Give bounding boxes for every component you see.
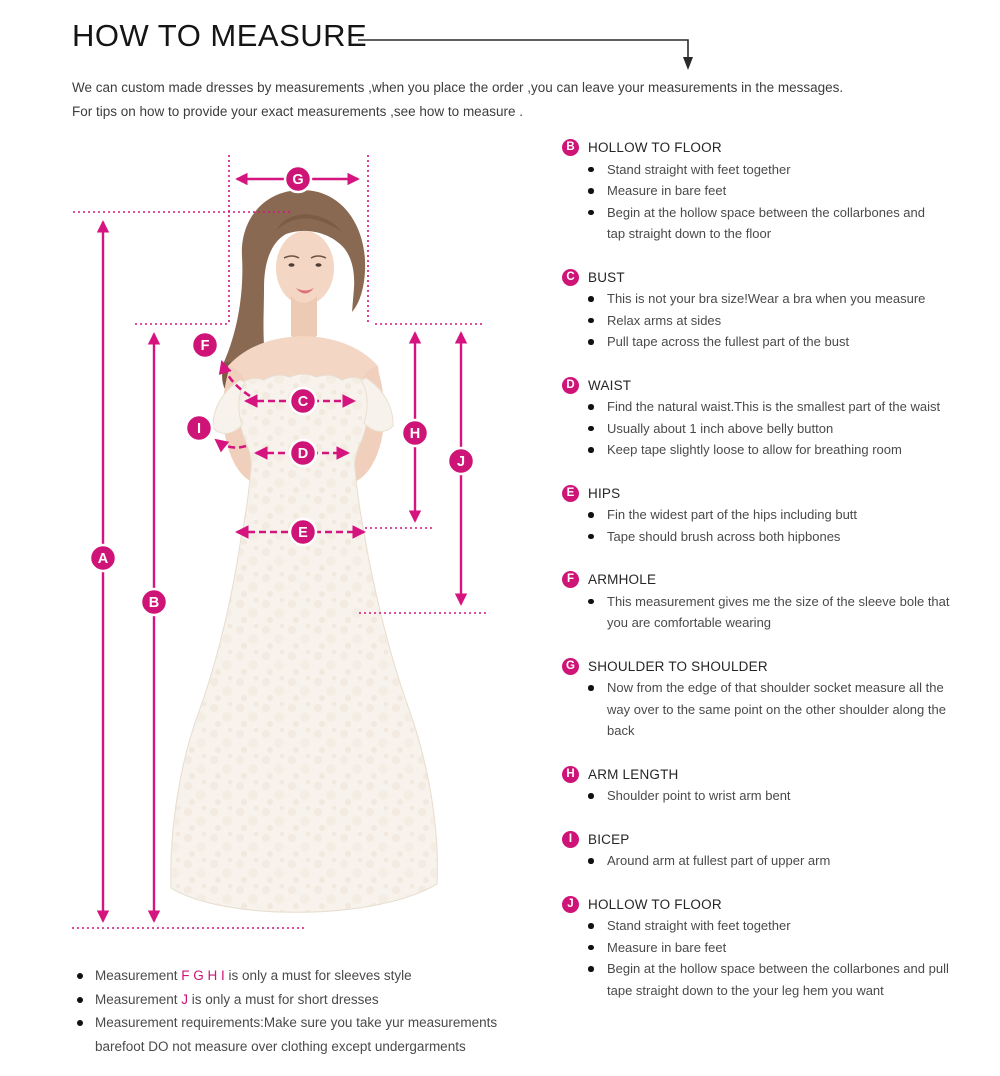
measurement-section xyxy=(562,656,998,742)
bullet-text: Find the natural waist.This is the smallest part of the waist xyxy=(607,399,941,414)
bullet-text: back xyxy=(607,723,635,738)
bullet-text: tap straight down to the floor xyxy=(607,226,772,241)
bullet-dot xyxy=(585,504,607,526)
section-title: ARMHOLE xyxy=(588,572,657,588)
svg-text:F: F xyxy=(200,338,210,354)
section-letter-badge: I xyxy=(562,831,579,848)
note-bullet-dot xyxy=(74,988,95,1012)
section-header xyxy=(562,764,998,786)
section-letter-badge: E xyxy=(562,485,579,502)
svg-text:G: G xyxy=(292,172,304,188)
section-bullets xyxy=(585,915,998,1001)
bullet-dot xyxy=(585,591,607,613)
bullet-dot xyxy=(585,439,607,461)
section-letter-badge: H xyxy=(562,766,579,783)
model-figure xyxy=(171,190,438,912)
bullet-dot xyxy=(585,418,607,440)
label-circle-A xyxy=(90,545,116,571)
section-bullets xyxy=(585,396,998,461)
svg-text:J: J xyxy=(456,454,466,470)
measurement-section xyxy=(562,569,998,634)
bullet-dot xyxy=(585,958,607,980)
section-header xyxy=(562,375,998,397)
section-title: BICEP xyxy=(588,831,630,847)
label-circle-H xyxy=(402,420,428,446)
bullet-dot xyxy=(585,699,607,721)
note-text xyxy=(95,964,412,988)
note-accent-letters: J xyxy=(181,991,189,1007)
bullet-item xyxy=(585,504,998,526)
label-circle-C xyxy=(290,388,316,414)
bullet-item xyxy=(585,159,998,181)
svg-text:H: H xyxy=(409,426,421,442)
bullet-item xyxy=(585,720,998,742)
bullet-dot xyxy=(585,677,607,699)
bullet-item xyxy=(585,677,998,699)
bullet-dot xyxy=(585,310,607,332)
bullet-text: Fin the widest part of the hips including butt xyxy=(607,507,858,522)
note-text xyxy=(95,1035,466,1059)
section-bullets xyxy=(585,288,998,353)
label-circle-F xyxy=(192,332,218,358)
measurement-section xyxy=(562,375,998,461)
section-title: ARM LENGTH xyxy=(588,766,679,782)
intro-text xyxy=(72,76,843,124)
bullet-dot xyxy=(585,288,607,310)
bullet-text: Measure in bare feet xyxy=(607,183,727,198)
measurement-section xyxy=(562,829,998,872)
bullet-item xyxy=(585,850,998,872)
instructions-column xyxy=(562,131,998,1023)
bullet-text: tape straight down to the your leg hem you want xyxy=(607,982,884,998)
bullet-dot xyxy=(585,526,607,548)
note-item xyxy=(74,964,497,988)
bullet-text: This is not your bra size!Wear a bra when you measure xyxy=(607,291,926,306)
note-accent-letters: F G H I xyxy=(181,968,225,983)
svg-text:I: I xyxy=(196,421,202,437)
section-letter-badge: B xyxy=(562,139,579,156)
label-circle-I xyxy=(186,415,212,441)
bullet-item xyxy=(585,980,998,1002)
bullet-dot xyxy=(585,331,607,353)
section-header xyxy=(562,267,998,289)
bullet-item xyxy=(585,331,998,353)
bullet-dot xyxy=(585,180,607,202)
section-header xyxy=(562,829,998,851)
section-bullets xyxy=(585,159,998,245)
section-header xyxy=(562,656,998,678)
note-text-part: Measurement xyxy=(95,968,182,983)
section-title: SHOULDER TO SHOULDER xyxy=(588,658,768,674)
bullet-text: Pull tape across the fullest part of the bust xyxy=(607,334,850,349)
model-face xyxy=(276,231,334,305)
bullet-text: This measurement gives me the size of the sleeve bole that xyxy=(607,593,950,609)
bullet-dot xyxy=(585,223,607,245)
note-bullet-dot xyxy=(74,1035,95,1059)
bullet-text: Usually about 1 inch above belly button xyxy=(607,420,834,436)
bullet-dot xyxy=(585,202,607,224)
section-bullets xyxy=(585,504,998,547)
section-bullets xyxy=(585,785,998,807)
section-header xyxy=(562,483,998,505)
bullet-text: way over to the same point on the other shoulder along the xyxy=(607,701,946,717)
section-letter-badge: D xyxy=(562,377,579,394)
measure-diagram xyxy=(0,130,560,960)
section-title: WAIST xyxy=(588,377,632,393)
bullet-text: Around arm at fullest part of upper arm xyxy=(607,853,831,868)
bullet-dot xyxy=(585,159,607,181)
bullet-item xyxy=(585,915,998,937)
bullet-dot xyxy=(585,850,607,872)
note-item xyxy=(74,1011,497,1035)
section-title: HOLLOW TO FLOOR xyxy=(588,896,722,912)
note-text-part: Measurement xyxy=(95,991,182,1007)
section-letter-badge: C xyxy=(562,269,579,286)
label-circle-J xyxy=(448,448,474,474)
measurement-section xyxy=(562,483,998,548)
bullet-text: Now from the edge of that shoulder socket measure all the xyxy=(607,680,944,695)
bullet-dot xyxy=(585,720,607,742)
section-title: BUST xyxy=(588,269,625,285)
svg-text:A: A xyxy=(97,551,109,567)
measurement-section xyxy=(562,894,998,1002)
svg-text:D: D xyxy=(297,446,309,462)
bullet-text: you are comfortable wearing xyxy=(607,615,772,630)
section-header xyxy=(562,894,998,916)
note-item xyxy=(74,1035,497,1059)
label-circle-D xyxy=(290,440,316,466)
bullet-item xyxy=(585,223,998,245)
note-text-part: is only a must for short dresses xyxy=(188,991,379,1007)
bullet-text: Stand straight with feet together xyxy=(607,161,791,177)
section-title: HIPS xyxy=(588,485,621,501)
bullet-text: Keep tape slightly loose to allow for breathing room xyxy=(607,442,902,457)
note-text-part: Measurement requirements:Make sure you take yur measurements xyxy=(95,1015,498,1030)
bullet-item xyxy=(585,526,998,548)
svg-text:E: E xyxy=(298,525,308,541)
note-text-part: is only a must for sleeves style xyxy=(224,968,412,983)
title-pointer-arrow xyxy=(350,30,700,76)
bullet-dot xyxy=(585,980,607,1002)
bullet-item xyxy=(585,958,998,980)
svg-text:B: B xyxy=(148,595,160,611)
bullet-item xyxy=(585,396,998,418)
section-letter-badge: F xyxy=(562,571,579,588)
intro-line-1: We can custom made dresses by measurements ,when you place the order ,you can leave your measurements in the messages. xyxy=(72,80,844,95)
measurement-section xyxy=(562,137,998,245)
section-header xyxy=(562,569,998,591)
page-title: HOW TO MEASURE xyxy=(72,18,368,53)
bullet-item xyxy=(585,699,998,721)
bullet-text: Tape should brush across both hipbones xyxy=(607,528,841,544)
bullet-dot xyxy=(585,937,607,959)
label-circle-G xyxy=(285,166,311,192)
section-letter-badge: J xyxy=(562,896,579,913)
bullet-dot xyxy=(585,785,607,807)
intro-line-2: For tips on how to provide your exact measurements ,see how to measure . xyxy=(72,104,523,119)
bullet-item xyxy=(585,310,998,332)
bullet-item xyxy=(585,418,998,440)
bullet-item xyxy=(585,202,998,224)
section-letter-badge: G xyxy=(562,658,579,675)
note-text xyxy=(95,1011,497,1035)
note-item xyxy=(74,988,497,1012)
section-bullets xyxy=(585,591,998,634)
section-header xyxy=(562,137,998,159)
bullet-item xyxy=(585,180,998,202)
measurement-section xyxy=(562,267,998,353)
section-bullets xyxy=(585,850,998,872)
measurement-notes xyxy=(74,964,497,1058)
bullet-item xyxy=(585,591,998,613)
note-bullet-dot xyxy=(74,1011,95,1035)
bullet-text: Stand straight with feet together xyxy=(607,918,791,933)
note-text xyxy=(95,988,379,1012)
label-circle-E xyxy=(290,519,316,545)
section-bullets xyxy=(585,677,998,742)
section-title: HOLLOW TO FLOOR xyxy=(588,140,722,156)
bullet-text: Measure in bare feet xyxy=(607,939,727,955)
bullet-item xyxy=(585,439,998,461)
bullet-text: Relax arms at sides xyxy=(607,312,722,328)
bullet-item xyxy=(585,937,998,959)
note-text-part: barefoot DO not measure over clothing except undergarments xyxy=(95,1038,466,1054)
svg-text:C: C xyxy=(297,394,309,410)
bullet-item xyxy=(585,612,998,634)
note-bullet-dot xyxy=(74,964,95,988)
bullet-item xyxy=(585,288,998,310)
label-circle-B xyxy=(141,589,167,615)
measurement-section xyxy=(562,764,998,807)
bullet-dot xyxy=(585,612,607,634)
bullet-text: Shoulder point to wrist arm bent xyxy=(607,788,791,803)
bullet-dot xyxy=(585,915,607,937)
bullet-text: Begin at the hollow space between the collarbones and xyxy=(607,204,925,220)
bullet-text: Begin at the hollow space between the collarbones and pull xyxy=(607,961,949,976)
bullet-item xyxy=(585,785,998,807)
bullet-dot xyxy=(585,396,607,418)
